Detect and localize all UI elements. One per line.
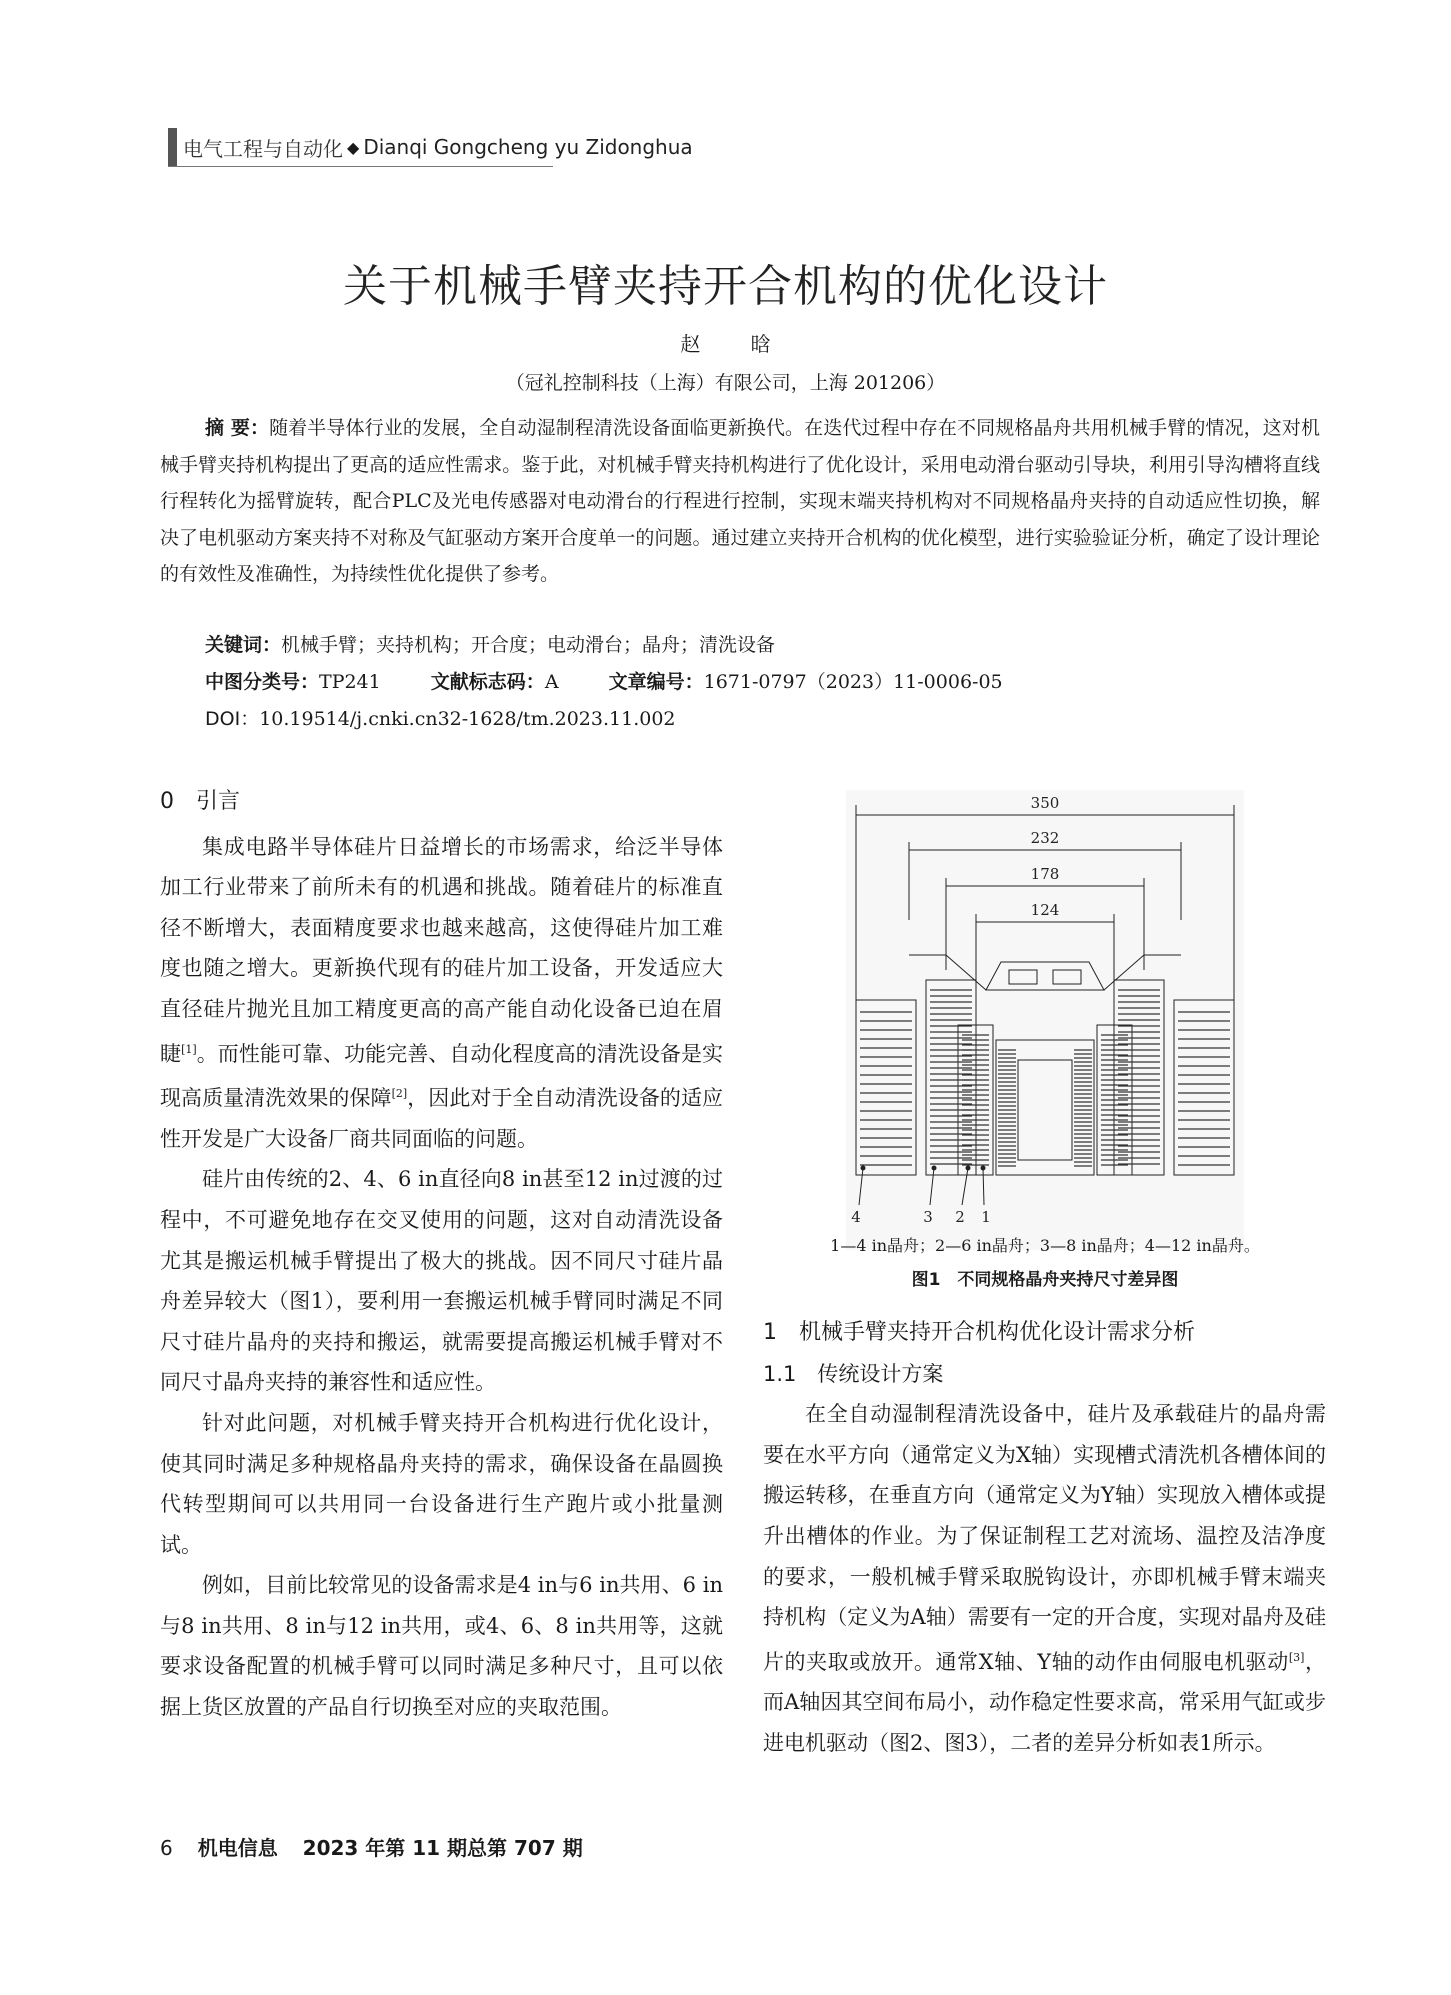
paragraph (763, 1394, 1326, 1763)
journal-name-en: Dianqi Gongcheng yu Zidonghua (363, 135, 693, 159)
callout-label: 1 (981, 1208, 991, 1226)
keywords (205, 630, 775, 657)
figure-background (846, 790, 1244, 1250)
citation[interactable]: [1] (181, 1042, 197, 1056)
doi-value: 10.19514/j.cnki.cn32-1628/tm.2023.11.002 (259, 708, 676, 730)
affiliation: （冠礼控制科技（上海）有限公司，上海 201206） (505, 372, 946, 394)
paragraph-text: ，而A轴因其空间布局小，动作稳定性要求高，常采用气缸或步进电机驱动（图2、图3），二者的差异分析如表1所示。 (763, 1649, 1326, 1755)
paragraph: 硅片由传统的2、4、6 in直径向8 in甚至12 in过渡的过程中，不可避免地存在交叉使用的问题，这对自动清洗设备尤其是搬运机械手臂提出了极大的挑战。因不同尺寸硅片晶舟差异较大（图1），要利用一套搬运机械手臂同时满足不同尺寸硅片晶舟的夹持和搬运，就需要提高搬运机械手臂对不同尺寸晶舟夹持的兼容性和适应性。 (160, 1167, 723, 1395)
figure-1-drawing (846, 790, 1244, 1250)
dim-label-178: 178 (1030, 865, 1060, 883)
paragraph: 针对此问题，对机械手臂夹持开合机构进行优化设计，使其同时满足多种规格晶舟夹持的需求，确保设备在晶圆换代转型期间可以共用同一台设备进行生产跑片或小批量测试。 (160, 1410, 723, 1557)
abstract (160, 410, 1320, 593)
footer-issue: 2023 年第 11 期总第 707 期 (302, 1836, 583, 1860)
callout-label: 3 (923, 1208, 933, 1226)
callout-label: 4 (851, 1208, 861, 1226)
keywords-label: 关键词： (205, 634, 282, 656)
clc-label: 中图分类号： (205, 671, 320, 693)
paragraph: 例如，目前比较常见的设备需求是4 in与6 in共用、6 in与8 in共用、8 in与12 in共用，或4、6、8 in共用等，这就要求设备配置的机械手臂可以同时满足多种尺寸，且可以依据上货区放置的产品自行切换至对应的夹取范围。 (160, 1573, 723, 1720)
citation[interactable]: [2] (391, 1087, 408, 1101)
diamond-icon: ◆ (347, 137, 360, 157)
doc-code-value: A (544, 671, 559, 693)
running-header (168, 128, 693, 166)
article-no-value: 1671-0797（2023）11-0006-05 (703, 671, 1003, 693)
article-title: 关于机械手臂夹持开合机构的优化设计 (343, 261, 1108, 312)
right-column (763, 1313, 1326, 1764)
paragraph-text: 集成电路半导体硅片日益增长的市场需求，给泛半导体加工行业带来了前所未有的机遇和挑战。随着硅片的标准直径不断增大，表面精度要求也越来越高，这使得硅片加工难度也随之增大。更新换代现有的硅片加工设备，开发适应大直径硅片抛光且加工精度更高的高产能自动化设备已迫在眉睫 (160, 834, 723, 1066)
doi-line (205, 704, 676, 731)
section-heading-1-1: 1.1 传统设计方案 (763, 1361, 944, 1386)
journal-name-cn: 电气工程与自动化 (183, 136, 343, 161)
citation[interactable]: [3] (1288, 1650, 1305, 1664)
section-heading-intro: 0 引言 (160, 789, 240, 814)
dim-label-124: 124 (1030, 901, 1060, 919)
page-number: 6 (160, 1836, 173, 1860)
footer-journal: 机电信息 (197, 1836, 278, 1860)
callout-label: 2 (955, 1208, 965, 1226)
article-no-label: 文章编号： (608, 671, 704, 693)
left-column (160, 782, 723, 1728)
abstract-text: 随着半导体行业的发展，全自动湿制程清洗设备面临更新换代。在迭代过程中存在不同规格晶舟共用机械手臂的情况，这对机械手臂夹持机构提出了更高的适应性需求。鉴于此，对机械手臂夹持机构进行了优化设计，采用电动滑台驱动引导块，利用引导沟槽将直线行程转化为摇臂旋转，配合PLC及光电传感器对电动滑台的行程进行控制，实现末端夹持机构对不同规格晶舟夹持的自动适应性切换，解决了电机驱动方案夹持不对称及气缸驱动方案开合度单一的问题。通过建立夹持开合机构的优化模型，进行实验验证分析，确定了设计理论的有效性及准确性，为持续性优化提供了参考。 (160, 417, 1320, 585)
dim-label-350: 350 (1030, 794, 1060, 812)
dim-label-232: 232 (1030, 829, 1060, 847)
doi-label: DOI： (205, 708, 260, 730)
classification-line (205, 667, 1003, 694)
clc-value: TP241 (319, 671, 381, 693)
author: 赵 晗 (680, 332, 793, 356)
figure-legend: 1—4 in晶舟；2—6 in晶舟；3—8 in晶舟；4—12 in晶舟。 (830, 1236, 1260, 1255)
header-rule (168, 166, 553, 167)
page-footer (160, 1832, 583, 1861)
paragraph-text: ，因此对于全自动清洗设备的适应性开发是广大设备厂商共同面临的问题。 (160, 1086, 724, 1151)
paragraph (160, 827, 723, 1160)
doc-code-label: 文献标志码： (430, 671, 545, 693)
paragraph-text: 。而性能可靠、功能完善、自动化程度高的清洗设备是实现高质量清洗效果的保障 (160, 1041, 724, 1111)
header-bar (168, 128, 177, 166)
abstract-label: 摘 要： (205, 417, 270, 439)
keywords-text: 机械手臂；夹持机构；开合度；电动滑台；晶舟；清洗设备 (281, 634, 776, 656)
section-heading-1: 1 机械手臂夹持开合机构优化设计需求分析 (763, 1320, 1195, 1345)
paragraph-text: 在全自动湿制程清洗设备中，硅片及承载硅片的晶舟需要在水平方向（通常定义为X轴）实现槽式清洗机各槽体间的搬运转移，在垂直方向（通常定义为Y轴）实现放入槽体或提升出槽体的作业。为了保证制程工艺对流场、温控及洁净度的要求，一般机械手臂采取脱钩设计，亦即机械手臂末端夹持机构（定义为A轴）需要有一定的开合度，实现对晶舟及硅片的夹取或放开。通常X轴、Y轴的动作由伺服电机驱动 (763, 1402, 1326, 1674)
figure-caption: 图1 不同规格晶舟夹持尺寸差异图 (911, 1270, 1179, 1290)
